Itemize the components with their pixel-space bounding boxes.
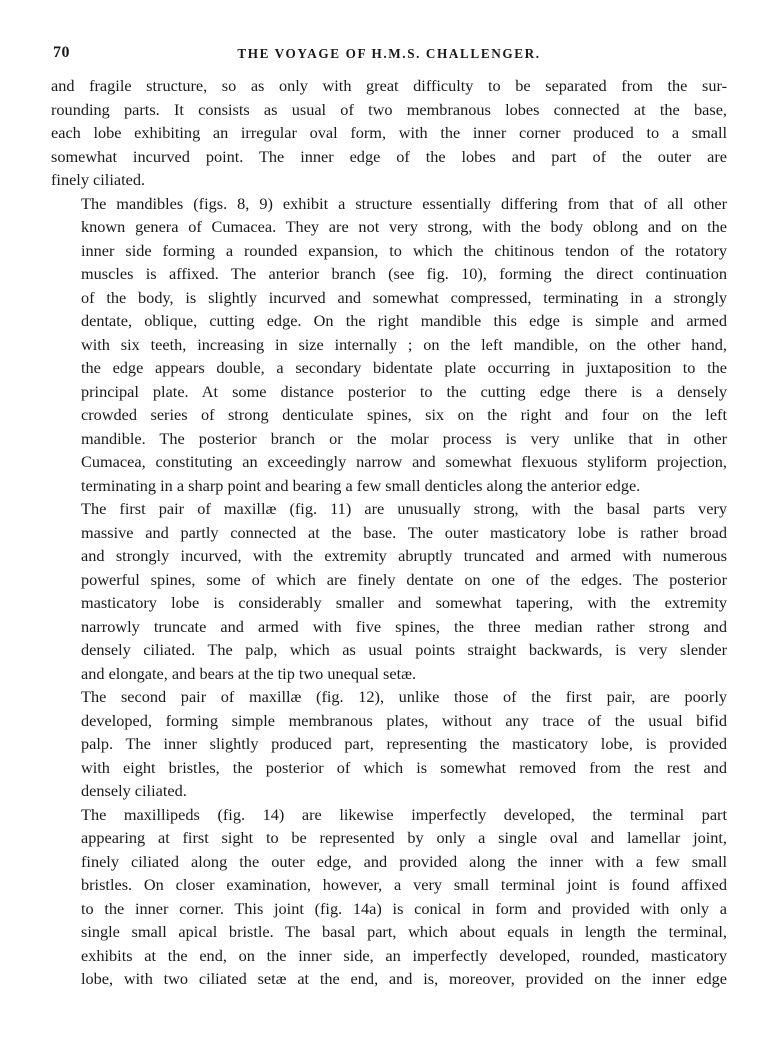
text-line: and strongly incurved, with the extremity abruptly truncated and armed with numerous (81, 546, 727, 565)
text-line: crowded series of strong denticulate spines, six on the right and four on the left (81, 405, 727, 424)
text-line: masticatory lobe is considerably smaller and somewhat tapering, with the extremity (81, 593, 727, 612)
running-header (51, 40, 727, 66)
text-line: with six teeth, increasing in size internally ; on the left mandible, on the other hand, (81, 334, 727, 354)
text-line: massive and partly connected at the base. The outer masticatory lobe is rather broad (81, 522, 727, 542)
text-line: and fragile structure, so as only with great difficulty to be separated from the sur- (51, 76, 727, 95)
text-line: bristles. On closer examination, however, a very small terminal joint is found affixed (81, 875, 727, 894)
text-line: The maxillipeds (fig. 14) are likewise imperfectly developed, the terminal part (81, 804, 727, 824)
page-number: 70 (53, 44, 70, 61)
text-line: principal plate. At some distance posterior to the cutting edge there is a densely (81, 381, 727, 401)
text-line: each lobe exhibiting an irregular oval form, with the inner corner produced to a small (51, 123, 727, 142)
text-line: the edge appears double, a secondary bidentate plate occurring in juxtaposition to the (81, 358, 727, 377)
text-line: dentate, oblique, cutting edge. On the right mandible this edge is simple and armed (81, 311, 727, 330)
paragraph (51, 803, 727, 991)
text-line: exhibits at the end, on the inner side, an imperfectly developed, rounded, masticatory (81, 945, 727, 965)
text-line: inner side forming a rounded expansion, to which the chitinous tendon of the rotatory (81, 240, 727, 260)
text-line: and elongate, and bears at the tip two unequal setæ. (81, 663, 417, 683)
text-line: lobe, with two ciliated setæ at the end, and is, moreover, provided on the inner edge (81, 969, 727, 988)
body-text (51, 74, 727, 991)
text-line: densely ciliated. The palp, which as usual points straight backwards, is very slender (81, 640, 727, 659)
text-line: mandible. The posterior branch or the molar process is very unlike that in other (81, 428, 727, 448)
text-line: The first pair of maxillæ (fig. 11) are unusually strong, with the basal parts very (81, 499, 727, 518)
text-line: of the body, is slightly incurved and somewhat compressed, terminating in a strongly (81, 287, 727, 307)
text-line: terminating in a sharp point and bearing a few small denticles along the anterior edge. (81, 475, 641, 495)
text-line: densely ciliated. (81, 781, 187, 800)
text-line: appearing at first sight to be represented by only a single oval and lamellar joint, (81, 828, 727, 847)
paragraph (51, 497, 727, 685)
text-line: powerful spines, some of which are finely dentate on one of the edges. The posterior (81, 569, 727, 589)
text-line: rounding parts. It consists as usual of two membranous lobes connected at the base, (51, 99, 727, 119)
text-line: palp. The inner slightly produced part, representing the masticatory lobe, is provided (81, 734, 727, 753)
text-line: finely ciliated along the outer edge, and provided along the inner with a few small (81, 851, 727, 871)
text-line: narrowly truncate and armed with five spines, the three median rather strong and (81, 616, 727, 636)
running-title: THE VOYAGE OF H.M.S. CHALLENGER. (237, 46, 541, 61)
paragraph (51, 74, 727, 192)
text-line: to the inner corner. This joint (fig. 14a) is conical in form and provided with only a (81, 898, 727, 918)
paragraph (51, 192, 727, 498)
text-line: with eight bristles, the posterior of which is somewhat removed from the rest and (81, 757, 727, 777)
text-line: single small apical bristle. The basal part, which about equals in length the terminal, (81, 922, 727, 941)
text-line: known genera of Cumacea. They are not very strong, with the body oblong and on the (81, 217, 727, 236)
text-line: The mandibles (figs. 8, 9) exhibit a structure essentially differing from that of all other (81, 193, 727, 213)
text-line: The second pair of maxillæ (fig. 12), unlike those of the first pair, are poorly (81, 687, 727, 706)
text-line: developed, forming simple membranous plates, without any trace of the usual bifid (81, 710, 727, 730)
text-line: muscles is affixed. The anterior branch (see fig. 10), forming the direct continuation (81, 264, 727, 283)
text-line: somewhat incurved point. The inner edge of the lobes and part of the outer are (51, 146, 727, 166)
book-page (51, 40, 727, 991)
text-line: finely ciliated. (51, 170, 146, 189)
text-line: Cumacea, constituting an exceedingly narrow and somewhat flexuous styliform projection, (81, 452, 727, 471)
paragraph (51, 685, 727, 803)
